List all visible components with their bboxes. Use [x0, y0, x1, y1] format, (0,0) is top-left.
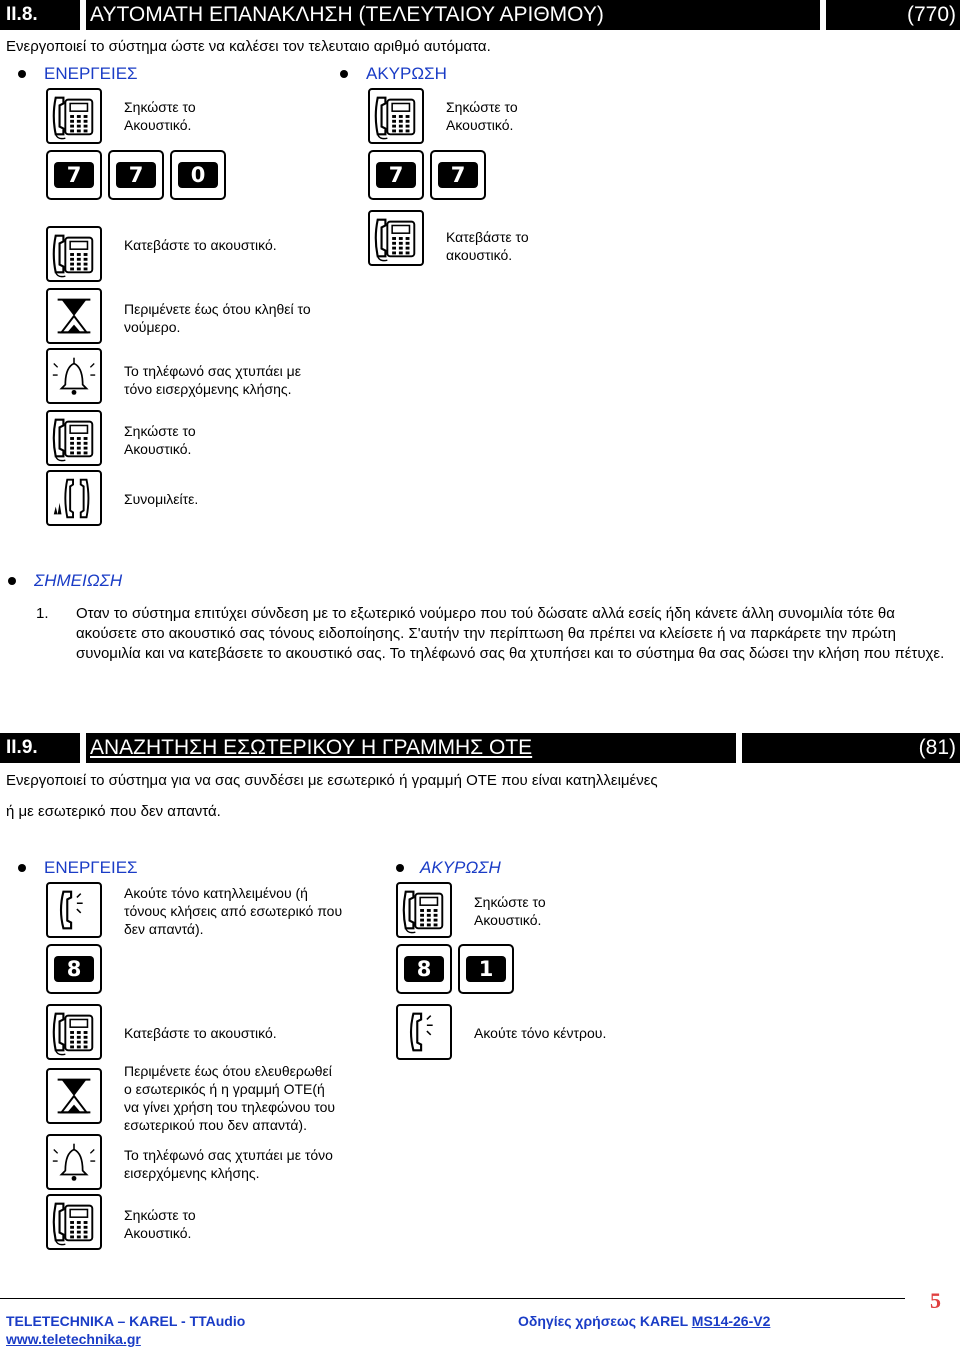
section-title: ΑΝΑΖΗΤΗΣΗ ΕΣΩΤΕΡΙΚΟΥ Η ΓΡΑΜΜΗΣ ΟΤΕ	[86, 733, 736, 763]
footer-website-link[interactable]: www.teletechnika.gr	[6, 1331, 141, 1347]
step-text: Το τηλέφωνό σας χτυπάει με τόνο εισερχόμενης κλήσης.	[124, 1147, 333, 1181]
step-text: Σηκώστε το Ακουστικό.	[446, 99, 518, 133]
section-description: Ενεργοποιεί το σύστημα για να σας συνδέσει με εσωτερικό ή γραμμή ΟΤΕ που είναι κατηλλειμένες	[6, 772, 658, 789]
step-text: Σηκώστε το Ακουστικό.	[124, 423, 196, 457]
handset-up-phone-icon	[46, 410, 102, 466]
footer-company: TELETECHNIKA – KAREL - TTAudio	[6, 1313, 246, 1329]
handset-up-phone-icon	[396, 882, 452, 938]
dial-tone-handset-icon	[396, 1004, 452, 1060]
keypad-key: 7	[46, 150, 102, 200]
section-description: Ενεργοποιεί το σύστημα ώστε να καλέσει τον τελευταιο αριθμό αυτόματα.	[6, 38, 491, 55]
step-text: Κατεβάστε το ακουστικό.	[446, 229, 529, 263]
ringing-bell-icon	[46, 1134, 102, 1190]
step-text: Κατεβάστε το ακουστικό.	[124, 237, 277, 253]
handset-down-phone-icon	[46, 226, 102, 282]
section-description: ή με εσωτερικό που δεν απαντά.	[6, 803, 221, 820]
handset-up-phone-icon	[46, 88, 102, 144]
bullet-dot	[396, 864, 404, 872]
actions-label: ΕΝΕΡΓΕΙΕΣ	[44, 64, 138, 83]
section-number: II.8.	[0, 0, 80, 30]
conversation-icon	[46, 470, 102, 526]
section-number: II.9.	[0, 733, 80, 763]
section-title: ΑΥΤΟΜΑΤΗ ΕΠΑΝΑΚΛΗΣΗ (ΤΕΛΕΥΤΑΙΟΥ ΑΡΙΘΜΟΥ)	[86, 0, 820, 30]
cancel-label: ΑΚΥΡΩΣΗ	[366, 64, 447, 83]
feature-code: (770)	[826, 0, 960, 30]
handset-up-phone-icon	[46, 1194, 102, 1250]
keypad-key: 7	[108, 150, 164, 200]
bullet-dot	[8, 577, 16, 585]
keypad-key: 0	[170, 150, 226, 200]
keypad-key: 8	[46, 944, 102, 994]
handset-down-phone-icon	[368, 210, 424, 266]
keypad-key: 7	[430, 150, 486, 200]
keypad-key: 7	[368, 150, 424, 200]
footer-rule	[0, 1298, 905, 1299]
keypad-key: 1	[458, 944, 514, 994]
footer-manual: Οδηγίες χρήσεως KAREL MS14-26-V2	[518, 1313, 771, 1329]
step-text: Ακούτε τόνο κατηλλειμένου (ή τόνους κλήσεις από εσωτερικό που δεν απαντά).	[124, 885, 343, 937]
note-number: 1.	[36, 605, 49, 622]
bullet-dot	[340, 70, 348, 78]
bullet-dot	[18, 70, 26, 78]
step-text: Το τηλέφωνό σας χτυπάει με τόνο εισερχόμενης κλήσης.	[124, 363, 301, 397]
step-text: Σηκώστε το Ακουστικό.	[474, 894, 546, 928]
step-text: Περιμένετε έως ότου ελευθερωθεί ο εσωτερικός ή η γραμμή ΟΤΕ(ή να γίνει χρήση του τηλεφώνου του εσωτερικού που δεν απαντά).	[124, 1063, 336, 1133]
hourglass-icon	[46, 288, 102, 344]
note-label: ΣΗΜΕΙΩΣΗ	[34, 571, 123, 590]
handset-up-phone-icon	[368, 88, 424, 144]
section-header	[0, 0, 960, 30]
step-text: Κατεβάστε το ακουστικό.	[124, 1025, 277, 1041]
step-text: Σηκώστε το Ακουστικό.	[124, 1207, 196, 1241]
keypad-key: 8	[396, 944, 452, 994]
step-text: Σηκώστε το Ακουστικό.	[124, 99, 196, 133]
handset-down-phone-icon	[46, 1004, 102, 1060]
step-text: Περιμένετε έως ότου κληθεί το νούμερο.	[124, 301, 311, 335]
ringing-bell-icon	[46, 348, 102, 404]
cancel-label: ΑΚΥΡΩΣΗ	[420, 858, 501, 877]
step-text: Συνομιλείτε.	[124, 491, 199, 507]
busy-handset-icon	[46, 882, 102, 938]
feature-code: (81)	[742, 733, 960, 763]
note-text: Οταν το σύστημα επιτύχει σύνδεση με το εξωτερικό νούμερο που τού δώσατε αλλά εσείς ήδη κάνετε άλλη συνομιλία τότε θα ακούσετε στο ακουστικό σας τόνους ειδοποίησης. Σ'αυτήν την περίπτωση θα πρέπει να κλείσετε ή να παρκάρετε την πρώτη συνομιλία και να κατεβάσετε το ακουστικό σας. Το τηλέφωνό σας θα χτυπήσει και το σύστημα θα σας δώσει την κλήση που πέτυχε.	[76, 605, 945, 662]
actions-label: ΕΝΕΡΓΕΙΕΣ	[44, 858, 138, 877]
bullet-dot	[18, 864, 26, 872]
step-text: Ακούτε τόνο κέντρου.	[474, 1025, 607, 1041]
page-number: 5	[930, 1288, 941, 1313]
note-paragraph	[36, 604, 956, 664]
hourglass-icon	[46, 1068, 102, 1124]
footer-model-link[interactable]: MS14-26-V2	[691, 1313, 771, 1329]
section-header	[0, 733, 960, 763]
